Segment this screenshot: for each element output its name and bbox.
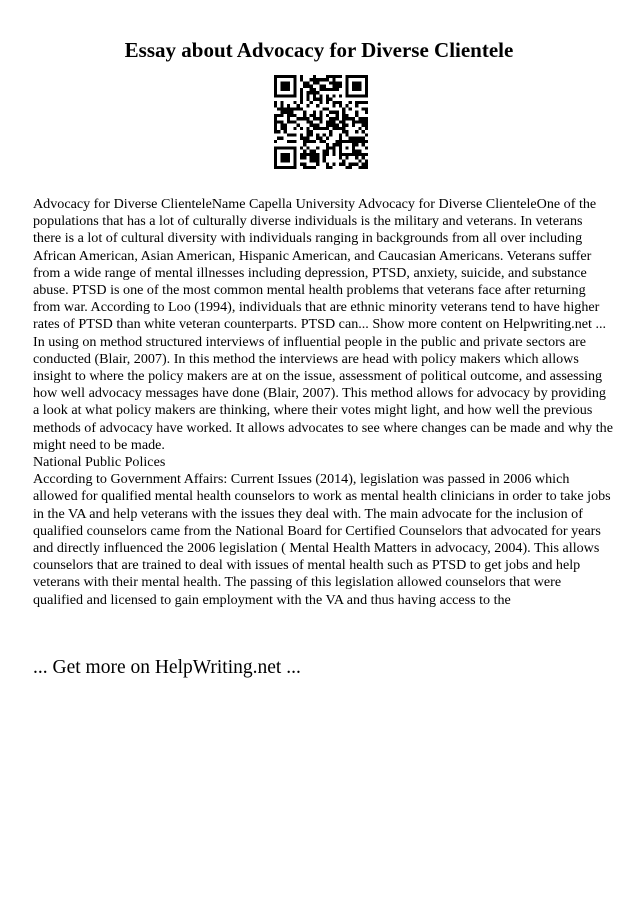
- document-body: [33, 196, 613, 609]
- section-heading: National Public Polices: [33, 454, 166, 471]
- document-title: Essay about Advocacy for Diverse Clientele: [124, 38, 514, 62]
- paragraph-methods: In using on method structured interviews of influential people in the public and private sectors are conducted (Blair, 2007). In this method the interviews are head with policy makers which allows insight to where the policy makers are at on the issue, assessment of political outcome, and assessing how well advocacy messages have done (Blair, 2007). This method allows for advocacy by providing a look at what policy makers are thinking, where their votes might light, and how well the previous methods of advocacy have worked. It allows advocates to see where changes can be made and why the might need to be made.: [33, 333, 613, 453]
- paragraph-intro: Advocacy for Diverse ClienteleName Capella University Advocacy for Diverse ClienteleOne of the populations that has a lot of culturally diverse individuals is the military and veterans. In veterans there is a lot of cultural diversity with individuals ranging in backgrounds from all over including African American, Asian American, Hispanic American, and Caucasian Americans. Veterans suffer from a wide range of mental illnesses including depression, PTSD, anxiety, suicide, and substance abuse. PTSD is one of the most common mental health problems that veterans face after returning from war. According to Loo (1994), individuals that are ethnic minority veterans tend to have higher rates of PTSD than white veteran counterparts. PTSD can... Show more content on Helpwriting.net ...: [33, 196, 607, 333]
- qr-code-icon: [274, 75, 368, 169]
- paragraph-policies: According to Government Affairs: Current Issues (2014), legislation was passed in 2006 which allowed for qualified mental health counselors to work as mental health clinicians in order to take jobs in the VA and help veterans with the issues they deal with. The main advocate for the inclusion of qualified counselors came from the National Board for Certified Counselors that advocated for years and directly influenced the 2006 legislation ( Mental Health Matters in advocacy, 2004). This allows counselors that are trained to deal with issues of mental health such as PTSD to get jobs and help veterans with their mental health. The passing of this legislation allowed counselors that were qualified and licensed to gain employment with the VA and thus having access to the: [33, 471, 611, 608]
- get-more-link[interactable]: ... Get more on HelpWriting.net ...: [33, 657, 301, 678]
